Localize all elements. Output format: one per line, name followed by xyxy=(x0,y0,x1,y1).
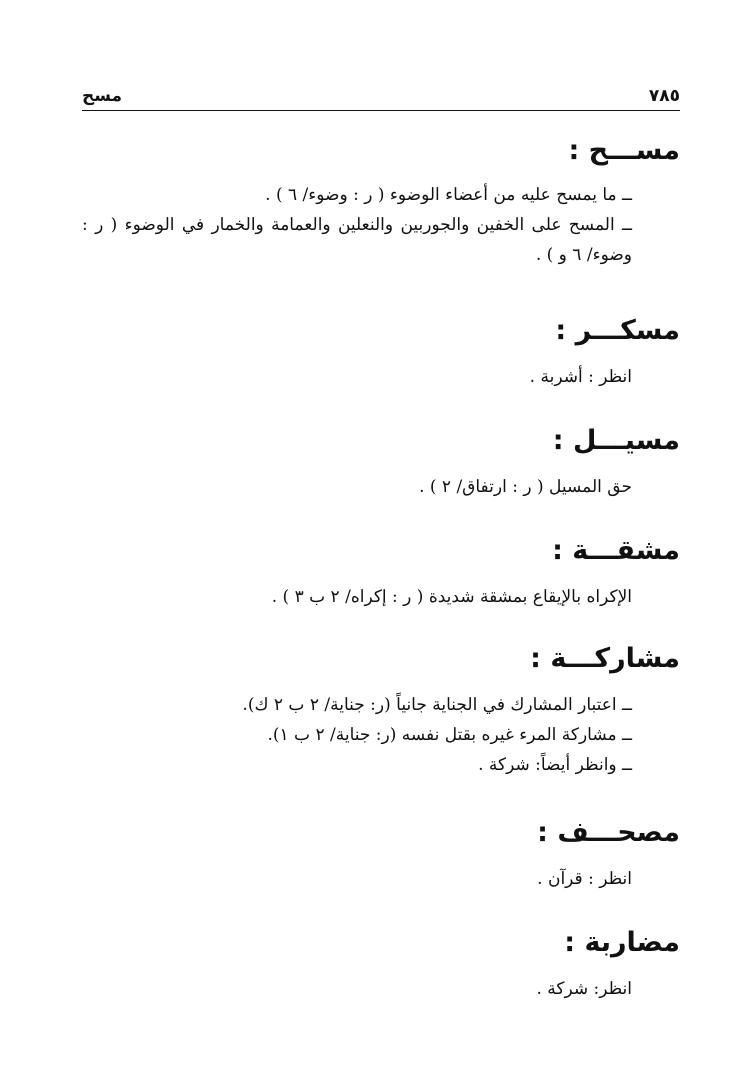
entry-line: انظر : أشربة . xyxy=(529,367,632,387)
entry-mushaf xyxy=(82,816,680,894)
entry-heading: مشاركـــة : xyxy=(530,643,680,674)
entry-line: ــ وانظر أيضاً: شركة . xyxy=(478,755,632,775)
entry-heading: مسكـــر : xyxy=(555,315,680,346)
entry-body xyxy=(82,582,680,612)
entry-line: ــ اعتبار المشارك في الجناية جانياً (ر: جناية/ ٢ ب ٢ ك). xyxy=(242,695,632,715)
entry-body xyxy=(82,362,680,392)
entry-body xyxy=(82,864,680,894)
entry-body xyxy=(82,472,680,502)
entry-mudaraba xyxy=(82,926,680,1004)
entry-body xyxy=(82,690,680,780)
page-number: ٧٨٥ xyxy=(648,86,680,106)
entry-heading: مصحـــف : xyxy=(537,817,680,848)
entry-line: ــ المسح على الخفين والجوربين والنعلين والعمامة والخمار في الوضوء ( ر : وضوء/ ٦ و ) . xyxy=(82,215,632,265)
entry-line: انظر: شركة . xyxy=(536,979,632,999)
entry-body xyxy=(82,974,680,1004)
entry-line: ــ مشاركة المرء غيره بقتل نفسه (ر: جناية/ ٢ ب ١). xyxy=(267,725,632,745)
entry-heading: مســـح : xyxy=(568,135,680,166)
entry-heading: مسيـــل : xyxy=(552,425,680,456)
entry-line: الإكراه بالإيقاع بمشقة شديدة ( ر : إكراه/ ٢ ب ٣ ) . xyxy=(271,587,632,607)
entry-heading: مشقـــة : xyxy=(552,535,680,566)
entry-line: حق المسيل ( ر : ارتفاق/ ٢ ) . xyxy=(419,477,632,497)
entry-masah xyxy=(82,134,680,270)
entry-musharaka xyxy=(82,642,680,780)
header-rule xyxy=(82,110,680,111)
entry-heading: مضاربة : xyxy=(564,927,680,958)
entry-muskir xyxy=(82,314,680,392)
running-head: مسح xyxy=(82,86,123,106)
entry-mashaqqa xyxy=(82,534,680,612)
entry-line: انظر : قرآن . xyxy=(537,869,632,889)
entry-masil xyxy=(82,424,680,502)
page-header xyxy=(82,84,680,110)
entry-body xyxy=(82,180,680,270)
entry-line: ــ ما يمسح عليه من أعضاء الوضوء ( ر : وضوء/ ٦ ) . xyxy=(265,185,632,205)
